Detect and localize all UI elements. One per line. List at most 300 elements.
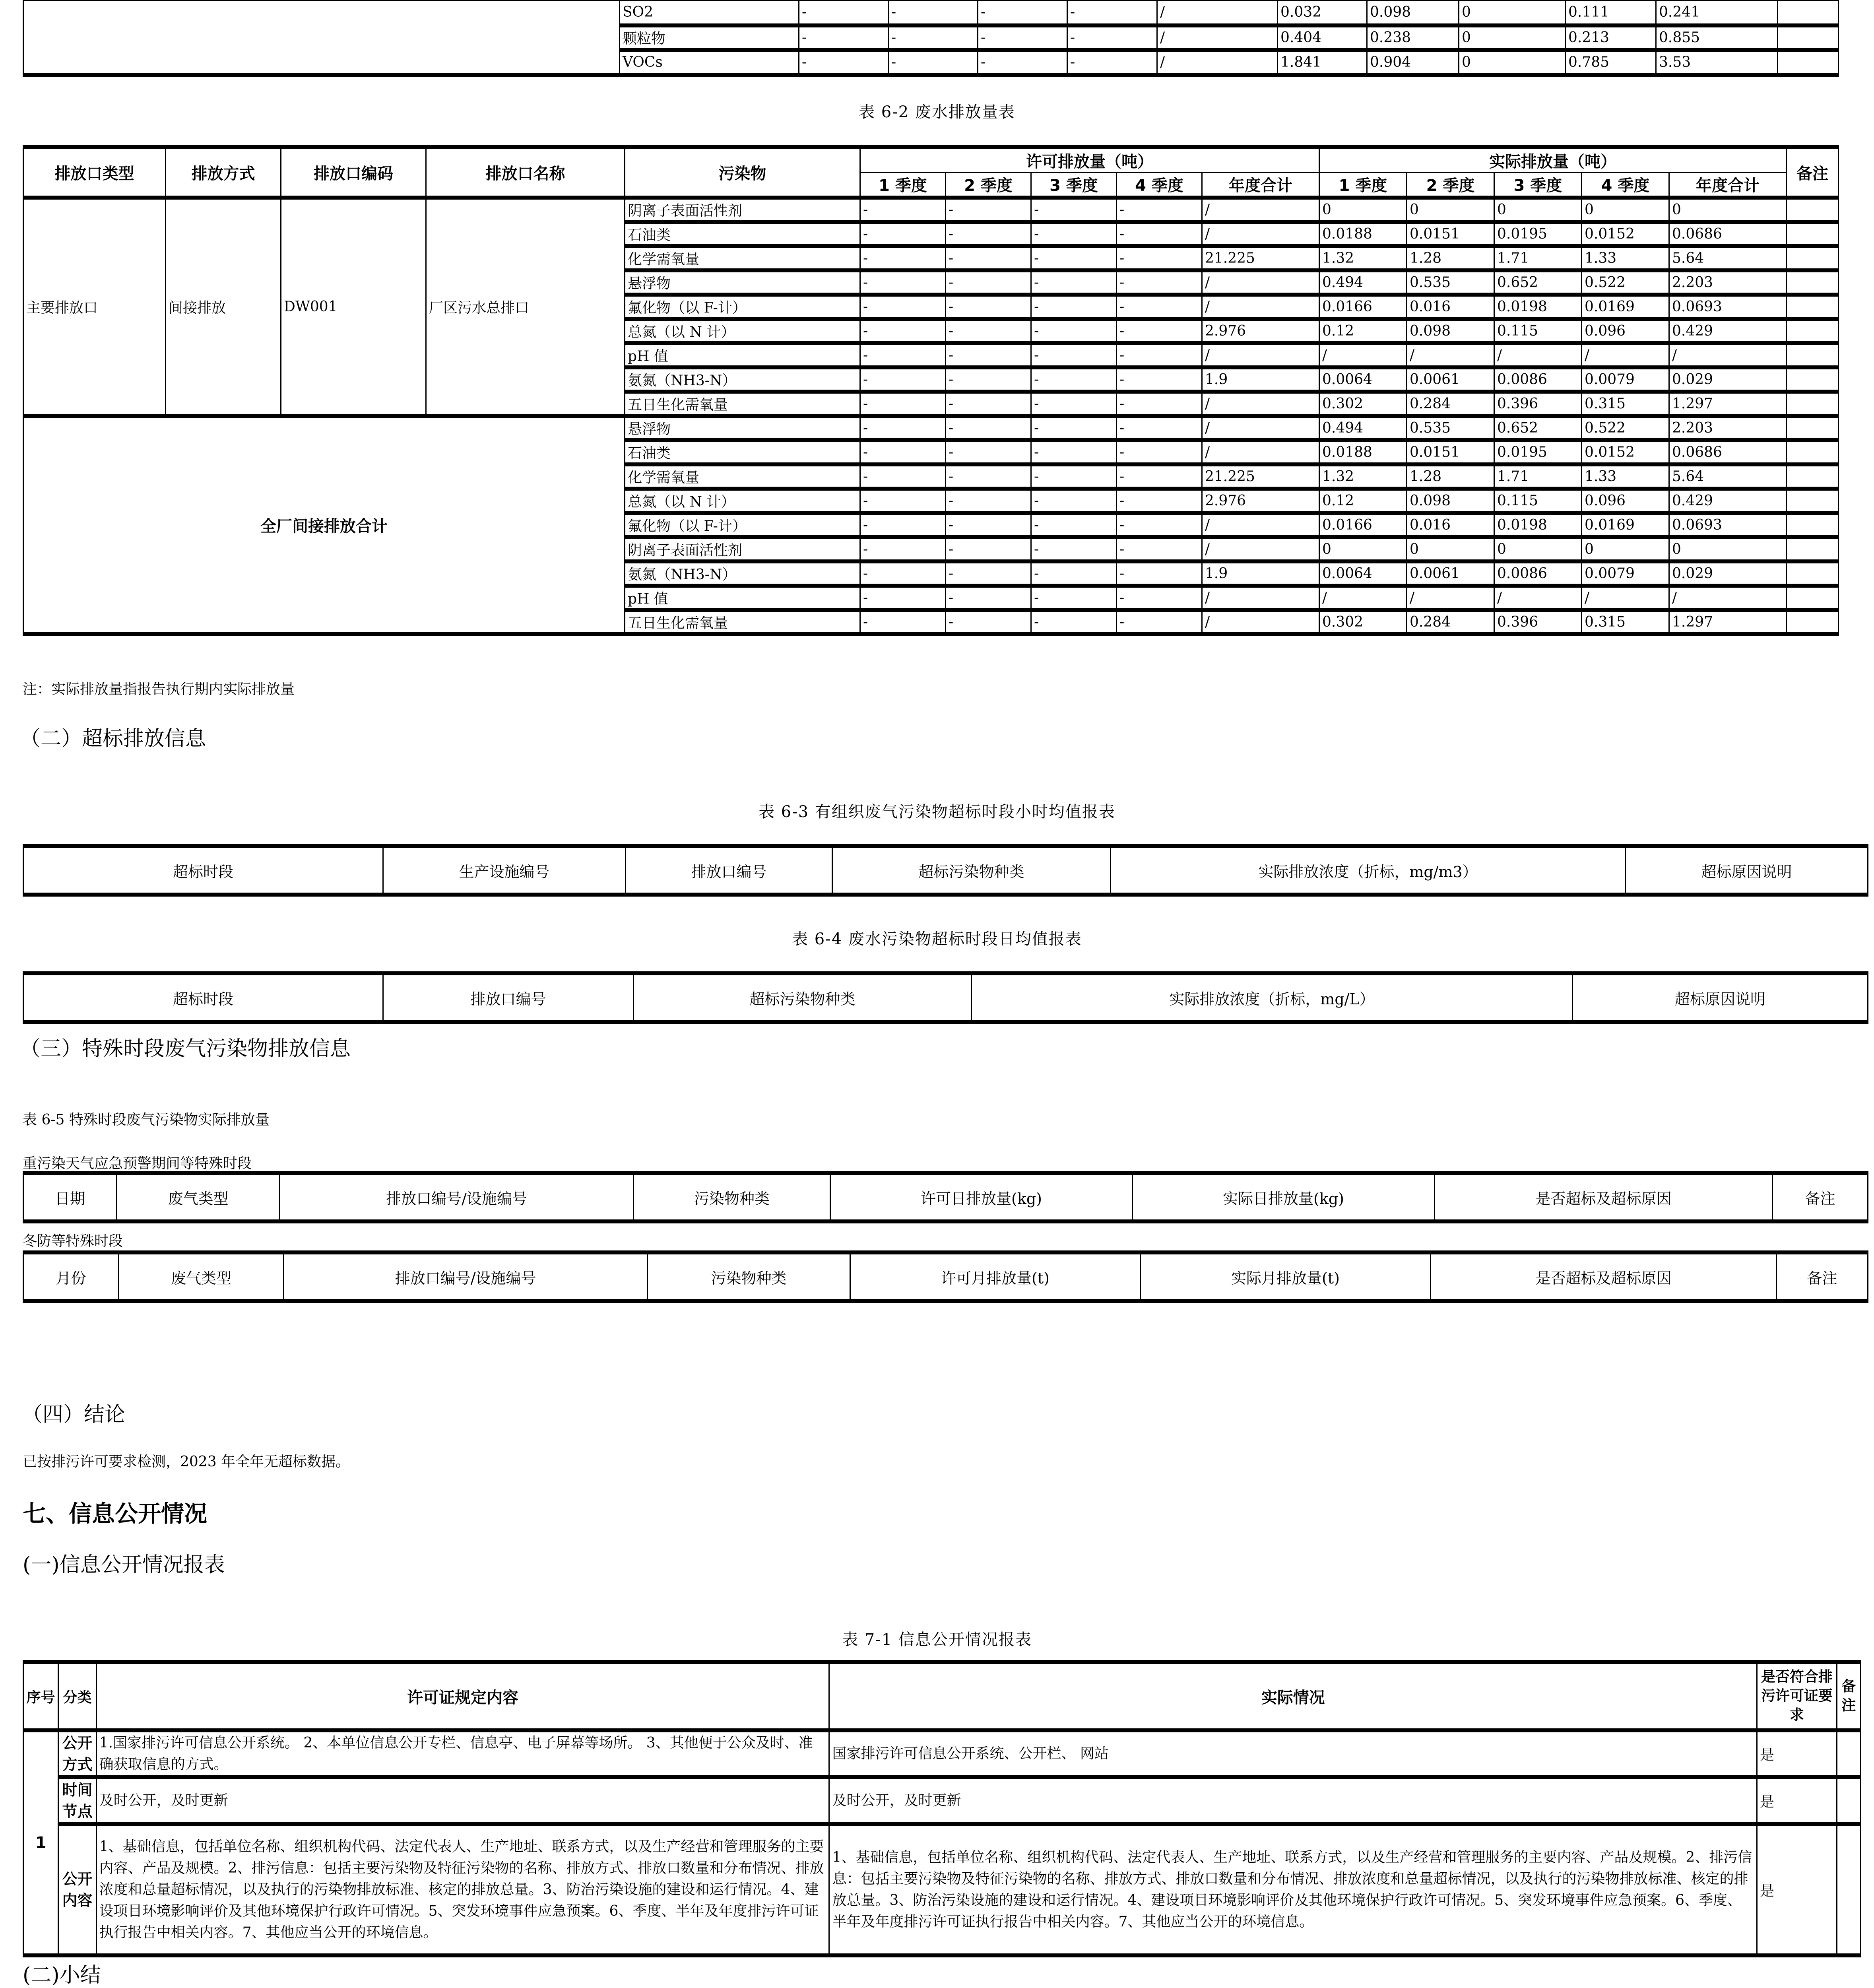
note-cell [1778, 25, 1839, 50]
actual-value: 0.0198 [1494, 513, 1582, 537]
actual-value: 0.0169 [1582, 295, 1669, 319]
permit-value: - [1117, 440, 1202, 464]
header-permit-period: 3 季度 [1031, 173, 1117, 198]
actual-value: 0.0686 [1669, 440, 1787, 464]
actual-value: 1.71 [1494, 464, 1582, 489]
actual-value: 0.522 [1582, 416, 1669, 440]
actual-value: / [1319, 343, 1407, 367]
actual-value: 0.0693 [1669, 295, 1787, 319]
actual-value: 2.203 [1669, 416, 1787, 440]
pollutant-cell: 总氮（以 N 计） [625, 489, 860, 513]
permit-value: - [860, 561, 946, 586]
permit-value: - [946, 367, 1031, 392]
permit-value: / [1202, 392, 1319, 416]
actual-value: 0.315 [1582, 610, 1669, 634]
permit-value: - [860, 222, 946, 246]
summary-heading: (二)小结 [23, 1963, 101, 1987]
permit-value: - [946, 222, 1031, 246]
permit-value: - [1031, 537, 1117, 561]
table-6-1-tail [23, 0, 1839, 77]
permit-value: - [946, 537, 1031, 561]
actual-value: 0.213 [1566, 25, 1656, 50]
permit-value: - [860, 392, 946, 416]
actual-value: / [1494, 586, 1582, 610]
note-cell [1787, 367, 1839, 392]
note-cell [1787, 416, 1839, 440]
column-header: 日期 [23, 1173, 117, 1221]
header-pollutant: 污染物 [625, 147, 860, 198]
permit-value: - [860, 489, 946, 513]
permit-value: - [799, 1, 889, 25]
actual-value: 1.32 [1319, 246, 1407, 270]
table-6-4 [23, 971, 1868, 1024]
permit-value: - [1031, 198, 1117, 222]
table-row [23, 1, 1839, 25]
plant-total-label: 全厂间接排放合计 [23, 416, 625, 634]
permit-value: - [1031, 222, 1117, 246]
permit-value: - [1031, 295, 1117, 319]
permit-value: / [1202, 343, 1319, 367]
category-cell: 时间节点 [58, 1777, 96, 1824]
actual-value: 0.652 [1494, 270, 1582, 295]
actual-value: 0.0693 [1669, 513, 1787, 537]
permit-value: - [946, 416, 1031, 440]
permit-value: - [799, 25, 889, 50]
pollutant-cell: 化学需氧量 [625, 246, 860, 270]
permit-value: - [1117, 319, 1202, 343]
permit-value: - [860, 416, 946, 440]
column-header: 排放口编号 [626, 846, 832, 895]
permit-value: - [1067, 1, 1157, 25]
note-cell [1778, 1, 1839, 25]
actual-value: 0 [1319, 198, 1407, 222]
note-cell [1787, 270, 1839, 295]
permit-value: - [1031, 343, 1117, 367]
header-outlet-name: 排放口名称 [426, 147, 625, 198]
note-cell [1787, 392, 1839, 416]
permit-value: - [1117, 270, 1202, 295]
conclusion-heading: （四）结论 [22, 1403, 126, 1427]
column-header: 废气类型 [117, 1173, 280, 1221]
pollutant-cell: VOCs [620, 50, 799, 75]
permit-value: / [1157, 1, 1278, 25]
permit-value: / [1202, 440, 1319, 464]
section-7-subheading: (一)信息公开情况报表 [23, 1553, 225, 1577]
permit-value: / [1157, 25, 1278, 50]
actual-value: 0.0064 [1319, 561, 1407, 586]
actual-value: 0 [1669, 198, 1787, 222]
note-cell [1787, 319, 1839, 343]
actual-value: 0.0169 [1582, 513, 1669, 537]
column-header: 污染物种类 [634, 1173, 830, 1221]
compliant-cell: 是 [1757, 1824, 1837, 1955]
category-cell: 公开方式 [58, 1730, 96, 1777]
actual-value: 1.28 [1407, 464, 1494, 489]
table-6-3 [23, 844, 1868, 897]
permit-value: / [1202, 537, 1319, 561]
actual-value: 0.0079 [1582, 561, 1669, 586]
permit-value: / [1202, 513, 1319, 537]
actual-value: 0.522 [1582, 270, 1669, 295]
permit-value: / [1202, 198, 1319, 222]
header-seq: 序号 [23, 1662, 58, 1730]
actual-value: 0.0086 [1494, 367, 1582, 392]
actual-value: / [1319, 586, 1407, 610]
permit-value: - [1031, 440, 1117, 464]
actual-value: 0.029 [1669, 367, 1787, 392]
actual-value: 0.0151 [1407, 440, 1494, 464]
permit-value: - [946, 513, 1031, 537]
table-6-5-caption: 表 6-5 特殊时段废气污染物实际排放量 [23, 1112, 270, 1128]
actual-value: 0.0061 [1407, 561, 1494, 586]
actual-value: 0.396 [1494, 392, 1582, 416]
actual-value: 0.029 [1669, 561, 1787, 586]
table-6-2 [23, 145, 1839, 636]
permit-value: - [860, 295, 946, 319]
actual-value: 0.238 [1367, 25, 1459, 50]
permit-value: - [860, 610, 946, 634]
actual-cell: 及时公开，及时更新 [829, 1777, 1757, 1824]
note-cell [1787, 343, 1839, 367]
actual-value: 0.904 [1367, 50, 1459, 75]
actual-cell: 1、基础信息，包括单位名称、组织机构代码、法定代表人、生产地址、联系方式，以及生产经营和管理服务的主要内容、产品及规模。2、排污信息：包括主要污染物及特征污染物的名称、排放方式、排放口数量和分布情况、排放浓度和总量超标情况，以及执行的污染物排放标准、核定的排放总量。3、防治污染设施的建设和运行情况。4、建设项目环境影响评价及其他环境保护行政许可情况。5、突发环境事件应急预案。6、季度、半年及年度排污许可证执行报告中相关内容。7、其他应当公开的环境信息。 [829, 1824, 1757, 1955]
column-header: 超标污染物种类 [634, 973, 972, 1022]
pollutant-cell: pH 值 [625, 343, 860, 367]
note-cell [1787, 513, 1839, 537]
permit-value: - [978, 25, 1067, 50]
permit-value: - [946, 198, 1031, 222]
column-header: 许可月排放量(t) [850, 1252, 1141, 1301]
permit-value: - [946, 610, 1031, 634]
actual-value: 0.535 [1407, 270, 1494, 295]
actual-value: 0 [1459, 25, 1566, 50]
header-discharge-mode: 排放方式 [166, 147, 281, 198]
actual-value: 0.315 [1582, 392, 1669, 416]
header-actual-period: 1 季度 [1319, 173, 1407, 198]
permit-value: - [1117, 367, 1202, 392]
permit-value: - [1031, 610, 1117, 634]
header-permit-period: 1 季度 [860, 173, 946, 198]
permit-value: - [946, 319, 1031, 343]
actual-value: 0 [1494, 537, 1582, 561]
actual-value: 0.0064 [1319, 367, 1407, 392]
permit-value: - [860, 319, 946, 343]
header-category: 分类 [58, 1662, 96, 1730]
note-cell [1787, 610, 1839, 634]
actual-cell: 国家排污许可信息公开系统、公开栏、 网站 [829, 1730, 1757, 1777]
permit-value: - [860, 367, 946, 392]
pollutant-cell: 五日生化需氧量 [625, 610, 860, 634]
actual-value: 0.016 [1407, 295, 1494, 319]
conclusion-text: 已按排污许可要求检测，2023 年全年无超标数据。 [23, 1454, 350, 1470]
table-row [23, 1777, 1861, 1824]
note-cell [1778, 50, 1839, 75]
note-cell [1787, 246, 1839, 270]
actual-value: 3.53 [1656, 50, 1778, 75]
column-header: 实际排放浓度（折标，mg/m3） [1111, 846, 1626, 895]
permit-value: - [946, 440, 1031, 464]
column-header: 月份 [23, 1252, 119, 1301]
pollutant-cell: 总氮（以 N 计） [625, 319, 860, 343]
actual-value: 0.302 [1319, 610, 1407, 634]
actual-value: / [1582, 586, 1669, 610]
actual-value: 0.0061 [1407, 367, 1494, 392]
pollutant-cell: 氟化物（以 F-计） [625, 513, 860, 537]
actual-value: 0.284 [1407, 610, 1494, 634]
permit-value: - [1117, 246, 1202, 270]
actual-value: 1.841 [1278, 50, 1367, 75]
section-exceed-heading: （二）超标排放信息 [20, 727, 206, 751]
actual-value: 0.0086 [1494, 561, 1582, 586]
actual-value: / [1669, 586, 1787, 610]
merged-blank-cell [23, 1, 620, 75]
actual-value: 0.0195 [1494, 222, 1582, 246]
permit-value: - [1031, 561, 1117, 586]
actual-value: / [1494, 343, 1582, 367]
permit-value: - [946, 343, 1031, 367]
actual-value: 0.302 [1319, 392, 1407, 416]
column-header: 实际月排放量(t) [1141, 1252, 1431, 1301]
permit-value: - [1117, 561, 1202, 586]
actual-value: 0 [1459, 50, 1566, 75]
table-6-3-caption: 表 6-3 有组织废气污染物超标时段小时均值报表 [759, 803, 1115, 821]
actual-value: 0.096 [1582, 319, 1669, 343]
permit-value: - [1031, 513, 1117, 537]
note-cell [1787, 222, 1839, 246]
actual-value: 0 [1494, 198, 1582, 222]
actual-value: 1.28 [1407, 246, 1494, 270]
actual-value: / [1407, 343, 1494, 367]
note-cell [1787, 440, 1839, 464]
header-permit-content: 许可证规定内容 [96, 1662, 829, 1730]
column-header: 备注 [1773, 1173, 1868, 1221]
permit-value: - [889, 25, 978, 50]
actual-value: 0.855 [1656, 25, 1778, 50]
column-header: 超标原因说明 [1573, 973, 1868, 1022]
permit-value: 2.976 [1202, 319, 1319, 343]
header-outlet-type: 排放口类型 [23, 147, 166, 198]
table-6-4-caption: 表 6-4 废水污染物超标时段日均值报表 [792, 930, 1082, 948]
actual-value: 0.785 [1566, 50, 1656, 75]
permit-value: - [1117, 610, 1202, 634]
table-heavy-pollution [23, 1171, 1868, 1223]
permit-content-cell: 1、基础信息，包括单位名称、组织机构代码、法定代表人、生产地址、联系方式，以及生产经营和管理服务的主要内容、产品及规模。2、排污信息：包括主要污染物及特征污染物的名称、排放方式、排放口数量和分布情况、排放浓度和总量超标情况，以及执行的污染物排放标准、核定的排放总量。3、防治污染设施的建设和运行情况。4、建设项目环境影响评价及其他环境保护行政许可情况。5、突发环境事件应急预案。6、季度、半年及年度排污许可证执行报告中相关内容。7、其他应当公开的环境信息。 [96, 1824, 829, 1955]
permit-value: - [1117, 537, 1202, 561]
actual-value: / [1669, 343, 1787, 367]
permit-value: - [946, 270, 1031, 295]
actual-value: 0.0188 [1319, 440, 1407, 464]
permit-value: - [1117, 416, 1202, 440]
permit-value: - [946, 561, 1031, 586]
column-header: 备注 [1777, 1252, 1868, 1301]
actual-value: 1.32 [1319, 464, 1407, 489]
permit-value: - [860, 343, 946, 367]
pollutant-cell: pH 值 [625, 586, 860, 610]
permit-value: - [1067, 25, 1157, 50]
pollutant-cell: 氟化物（以 F-计） [625, 295, 860, 319]
actual-value: 1.33 [1582, 464, 1669, 489]
permit-value: - [860, 440, 946, 464]
actual-value: 0.0166 [1319, 295, 1407, 319]
permit-value: - [1031, 367, 1117, 392]
permit-value: - [1117, 222, 1202, 246]
header-note: 备注 [1837, 1662, 1860, 1730]
permit-value: - [1031, 246, 1117, 270]
actual-value: 0.429 [1669, 319, 1787, 343]
header-actual-period: 年度合计 [1669, 173, 1787, 198]
actual-value: 0.0166 [1319, 513, 1407, 537]
permit-value: - [1031, 586, 1117, 610]
section-special-heading: （三）特殊时段废气污染物排放信息 [20, 1037, 351, 1061]
permit-value: / [1202, 586, 1319, 610]
pollutant-cell: 氨氮（NH3-N） [625, 367, 860, 392]
actual-value: 0 [1407, 198, 1494, 222]
column-header: 是否超标及超标原因 [1431, 1252, 1777, 1301]
pollutant-cell: SO2 [620, 1, 799, 25]
permit-value: - [946, 246, 1031, 270]
actual-value: 0.111 [1566, 1, 1656, 25]
actual-value: 0.396 [1494, 610, 1582, 634]
permit-value: - [860, 586, 946, 610]
actual-value: 0.098 [1367, 1, 1459, 25]
actual-value: 0.0079 [1582, 367, 1669, 392]
actual-value: 0.032 [1278, 1, 1367, 25]
header-permit-period: 年度合计 [1202, 173, 1319, 198]
actual-value: 0.0152 [1582, 222, 1669, 246]
permit-value: / [1202, 222, 1319, 246]
permit-value: - [946, 464, 1031, 489]
column-header: 实际排放浓度（折标，mg/L） [972, 973, 1573, 1022]
section-7-heading: 七、信息公开情况 [23, 1500, 208, 1527]
header-actual-period: 2 季度 [1407, 173, 1494, 198]
actual-value: 0.535 [1407, 416, 1494, 440]
actual-value: 0.241 [1656, 1, 1778, 25]
column-header: 排放口编号/设施编号 [280, 1173, 634, 1221]
actual-value: 1.297 [1669, 392, 1787, 416]
pollutant-cell: 悬浮物 [625, 270, 860, 295]
note-cell [1787, 295, 1839, 319]
heavy-pollution-label: 重污染天气应急预警期间等特殊时段 [23, 1155, 252, 1172]
header-actual-period: 3 季度 [1494, 173, 1582, 198]
permit-value: - [1117, 198, 1202, 222]
permit-value: - [946, 489, 1031, 513]
actual-value: 5.64 [1669, 246, 1787, 270]
table-7-1 [23, 1660, 1861, 1957]
pollutant-cell: 石油类 [625, 222, 860, 246]
table-winter [23, 1250, 1868, 1303]
actual-value: 0 [1582, 198, 1669, 222]
column-header: 排放口编号/设施编号 [284, 1252, 648, 1301]
pollutant-cell: 化学需氧量 [625, 464, 860, 489]
category-cell: 公开内容 [58, 1824, 96, 1955]
seq-cell: 1 [23, 1730, 58, 1955]
permit-value: - [1031, 270, 1117, 295]
header-permit-period: 4 季度 [1117, 173, 1202, 198]
actual-value: / [1407, 586, 1494, 610]
actual-value: 0.096 [1582, 489, 1669, 513]
permit-value: - [1117, 513, 1202, 537]
actual-value: 0 [1319, 537, 1407, 561]
note-cell [1787, 586, 1839, 610]
permit-value: - [860, 270, 946, 295]
permit-value: - [978, 1, 1067, 25]
actual-value: 0.115 [1494, 319, 1582, 343]
pollutant-cell: 阴离子表面活性剂 [625, 198, 860, 222]
permit-value: - [1117, 489, 1202, 513]
note-cell [1837, 1730, 1860, 1777]
header-compliant: 是否符合排污许可证要求 [1757, 1662, 1837, 1730]
pollutant-cell: 颗粒物 [620, 25, 799, 50]
actual-value: 2.203 [1669, 270, 1787, 295]
column-header: 生产设施编号 [383, 846, 626, 895]
column-header: 排放口编号 [383, 973, 634, 1022]
pollutant-cell: 五日生化需氧量 [625, 392, 860, 416]
header-actual-period: 4 季度 [1582, 173, 1669, 198]
permit-value: - [1117, 295, 1202, 319]
note-cell [1787, 489, 1839, 513]
outlet-type-cell: 主要排放口 [23, 198, 166, 416]
column-header: 是否超标及超标原因 [1435, 1173, 1773, 1221]
column-header: 超标原因说明 [1626, 846, 1868, 895]
permit-value: / [1202, 416, 1319, 440]
permit-value: 1.9 [1202, 561, 1319, 586]
permit-value: / [1202, 295, 1319, 319]
actual-value: 0 [1582, 537, 1669, 561]
permit-value: / [1202, 270, 1319, 295]
actual-value: 1.297 [1669, 610, 1787, 634]
actual-value: 0 [1407, 537, 1494, 561]
permit-value: - [1031, 392, 1117, 416]
permit-value: - [860, 464, 946, 489]
table-row [23, 1824, 1861, 1955]
column-header: 污染物种类 [648, 1252, 850, 1301]
table-row [23, 198, 1839, 222]
actual-value: 0.429 [1669, 489, 1787, 513]
permit-value: - [1067, 50, 1157, 75]
pollutant-cell: 阴离子表面活性剂 [625, 537, 860, 561]
actual-value: 0.0195 [1494, 440, 1582, 464]
discharge-mode-cell: 间接排放 [166, 198, 281, 416]
note-cell [1787, 464, 1839, 489]
column-header: 实际日排放量(kg) [1133, 1173, 1435, 1221]
column-header: 许可日排放量(kg) [830, 1173, 1133, 1221]
table-row [23, 416, 1839, 440]
table-row [23, 1730, 1861, 1777]
permit-value: 1.9 [1202, 367, 1319, 392]
actual-value: 1.33 [1582, 246, 1669, 270]
permit-value: - [889, 50, 978, 75]
permit-value: - [978, 50, 1067, 75]
permit-content-cell: 及时公开，及时更新 [96, 1777, 829, 1824]
actual-value: 0.0152 [1582, 440, 1669, 464]
header-actual: 实际情况 [829, 1662, 1757, 1730]
outlet-name-cell: 厂区污水总排口 [426, 198, 625, 416]
table-6-2-caption: 表 6-2 废水排放量表 [859, 103, 1015, 121]
permit-value: - [799, 50, 889, 75]
note-cell [1787, 537, 1839, 561]
permit-value: - [1117, 464, 1202, 489]
header-outlet-code: 排放口编码 [281, 147, 426, 198]
actual-value: 0.0151 [1407, 222, 1494, 246]
actual-value: 0.284 [1407, 392, 1494, 416]
permit-value: - [860, 513, 946, 537]
permit-value: - [1031, 464, 1117, 489]
table-7-1-caption: 表 7-1 信息公开情况报表 [842, 1631, 1032, 1649]
permit-value: - [889, 1, 978, 25]
header-note: 备注 [1787, 147, 1839, 198]
actual-value: 0.016 [1407, 513, 1494, 537]
permit-value: - [1117, 586, 1202, 610]
